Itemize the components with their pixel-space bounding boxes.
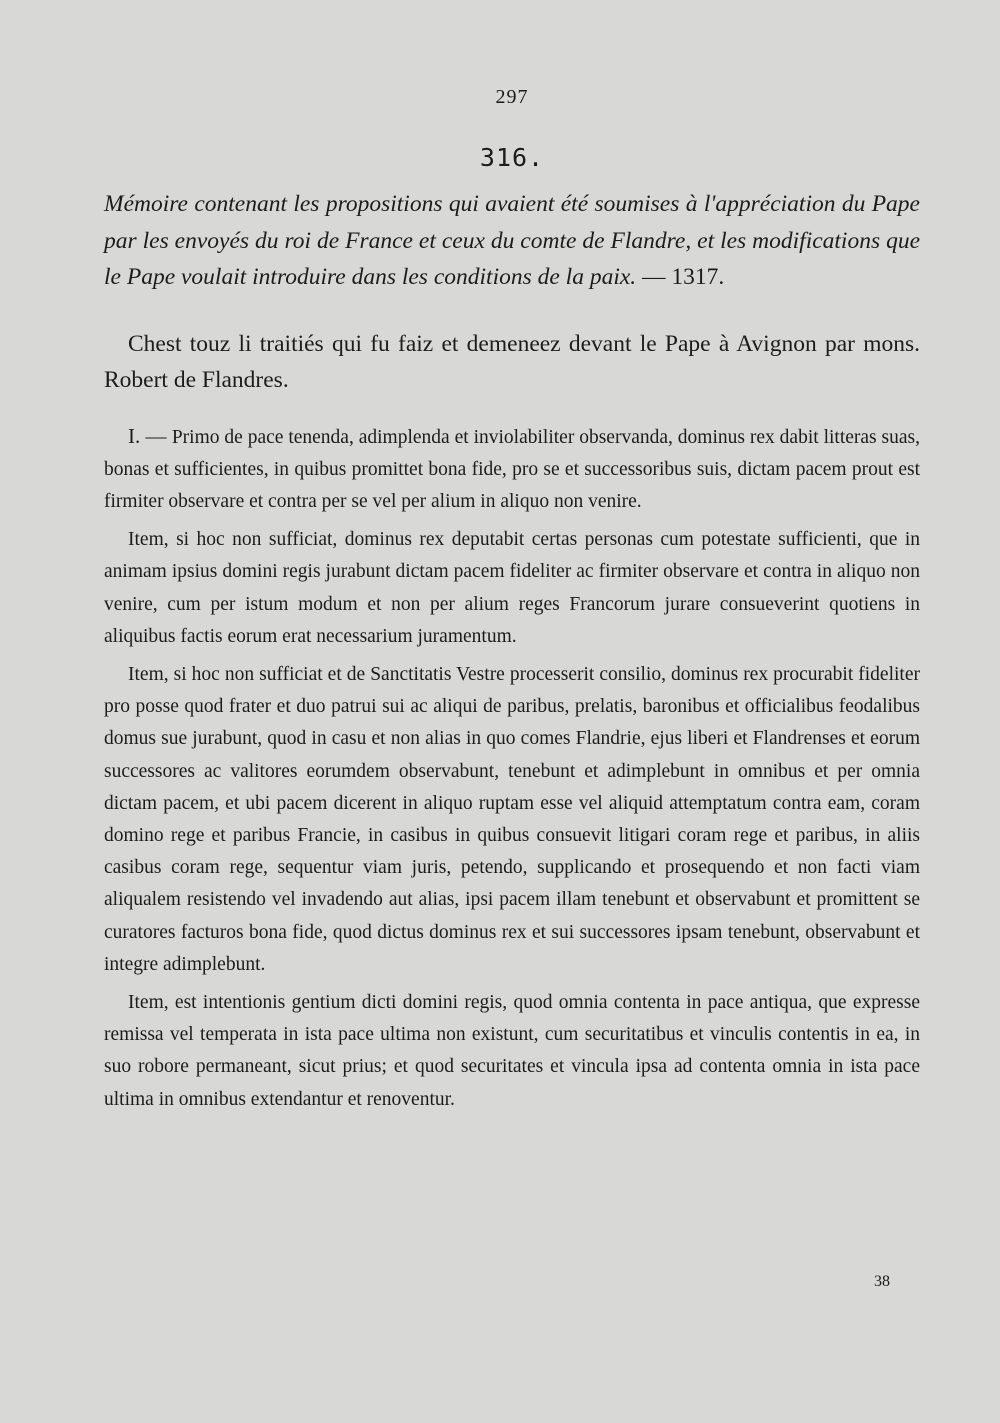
paragraph-3 — [104, 659, 920, 981]
paragraph-1 — [104, 420, 920, 519]
document-number: 316. — [479, 143, 545, 172]
paragraph-number: I. — — [128, 423, 172, 448]
document-body — [104, 420, 920, 1116]
paragraph-4 — [104, 987, 920, 1116]
paragraph-text: Item, est intentionis gentium dicti domini regis, quod omnia contenta in pace antiqua, que expresse remissa vel temperata in ista pace ultima non existunt, cum securitatibus et vinculis contentis in ea, in suo robore permaneant, sicut prius; et quod securitates et vincula ipsa ad contenta omnia in ista pace ultima in omnibus extendantur et renoventur. — [104, 991, 920, 1110]
document-date: — 1317. — [636, 264, 725, 290]
paragraph-text: Primo de pace tenenda, adimplenda et inviolabiliter observanda, dominus rex dabit litteras suas, bonas et sufficientes, in quibus promittet bona fide, pro se et successoribus suis, dictam pacem prout est firmiter observare et contra per se vel per alium in aliquo non venire. — [104, 426, 921, 512]
paragraph-text: Item, si hoc non sufficiat et de Sanctitatis Vestre processerit consilio, dominus rex procurabit fideliter pro posse quod frater et duo patrui sui ac aliqui de paribus, prelatis, baronibus et officialibus feodalibus domus sue jurabunt, quod in casu et non alias in quo comes Flandrie, ejus liberi et Flandrenses et eorum successores ac valitores eorumdem observabunt, tenebunt et adimplebunt in omnibus et per omnia dictam pacem, et ubi pacem dicerent in aliquo ruptam esse vel aliquid attemptatum contra eam, coram domino rege et paribus Francie, in casibus in quibus consuevit litigari coram rege et paribus, in aliis casibus coram rege, sequentur viam juris, petendo, supplicando et prosequendo et non facti viam aliqualem resistendo vel invadendo aut alias, ipsi pacem illam tenebunt et observabunt et promittent se curatores facturos bona fide, quod dictus dominus rex et sui successores ipsam tenebunt, observabunt et integre adimplebunt. — [104, 663, 920, 975]
incipit: Chest touz li traitiés qui fu faiz et demeneez devant le Pape à Avignon par mons. Robert de Flandres. — [104, 330, 920, 393]
title-text: Mémoire contenant les propositions qui avaient été soumises à l'appréciation du Pape par les envoyés du roi de France et ceux du comte de Flandre, et les modifications que le Pape voulait introduire dans les conditions de la paix. — [104, 191, 920, 290]
document-title — [104, 186, 920, 296]
paragraph-2 — [104, 524, 920, 653]
signature-mark: 38 — [874, 1273, 890, 1290]
page-number: 297 — [495, 86, 529, 108]
paragraph-text: Item, si hoc non sufficiat, dominus rex deputabit certas personas cum potestate sufficienti, que in animam ipsius domini regis jurabunt dictam pacem fideliter ac firmiter observare et contra in aliquo non venire, cum per istum modum et non per alium reges Francorum jurare consueverint quotiens in aliquibus factis eorum erat necessarium juramentum. — [104, 529, 920, 647]
